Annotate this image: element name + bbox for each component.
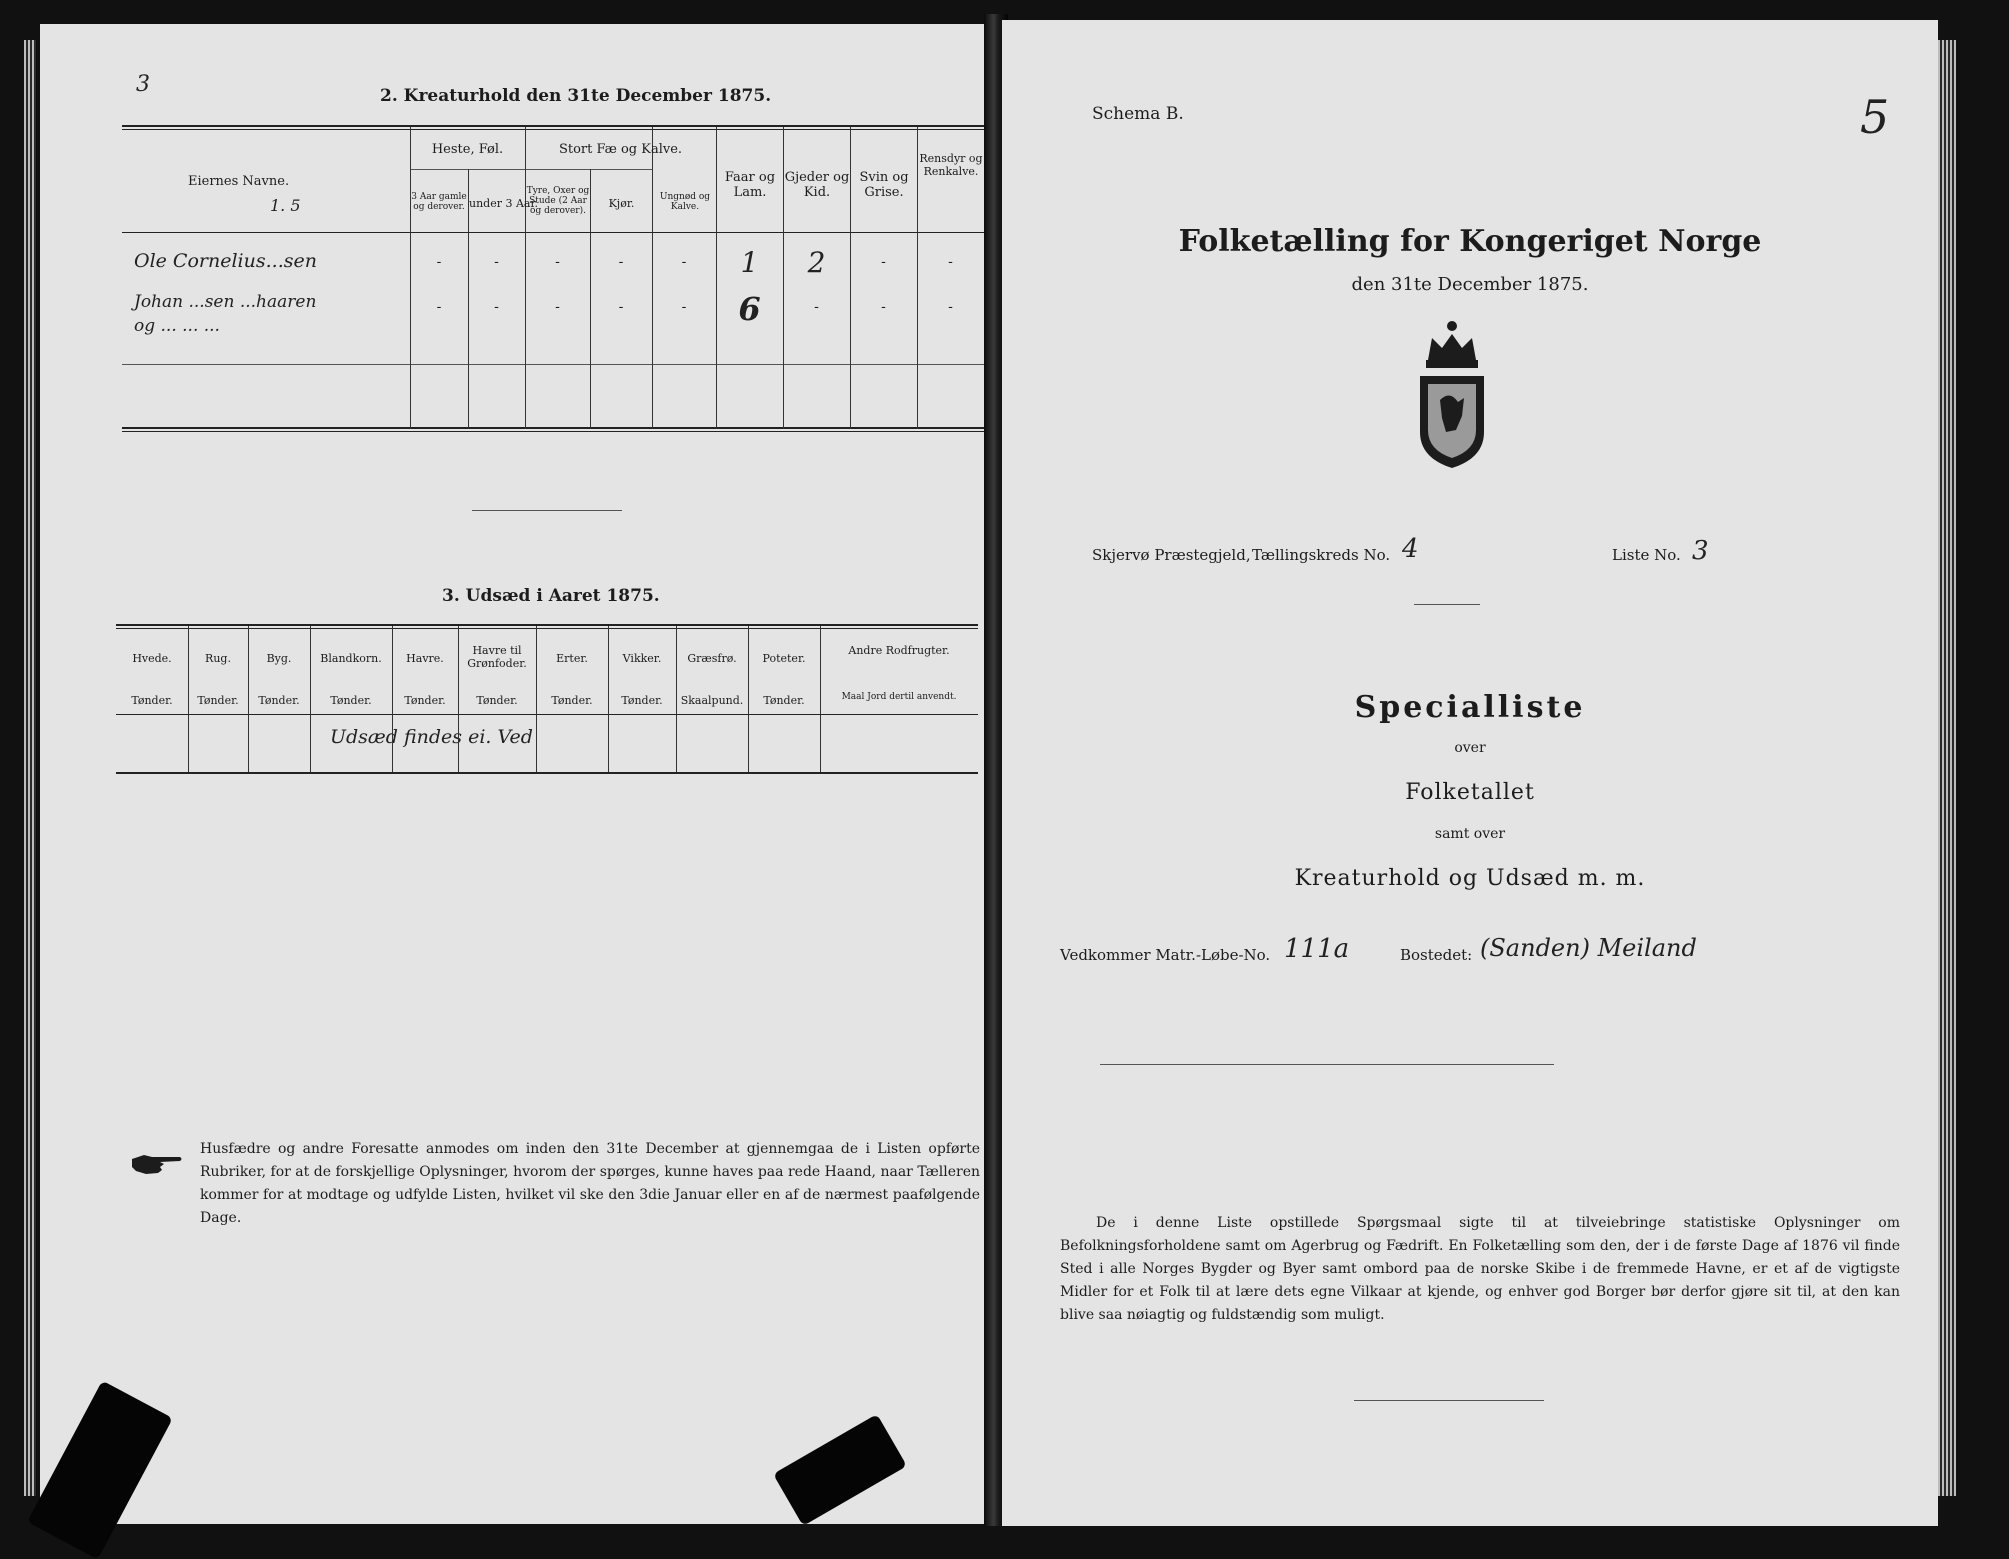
row1-name: Ole Cornelius...sen (134, 250, 317, 272)
gjeder-header: Gjeder og Kid. (784, 170, 850, 200)
stort-sub2: Kjør. (608, 197, 635, 210)
cell: - (436, 254, 442, 270)
footnote: Husfædre og andre Foresatte anmodes om inden den 31te December at gjennemgaa de i Listen opførte Rubriker, for at de forskjellige Oplysninger, hvorom der spørges, kunne haves paa rede Haand, naar Tælleren kommer for at modtage og udfylde Listen, hvilket vil ske den 3die Januar eller en af de nærmest paafølgende Dage. (200, 1141, 980, 1226)
heste-sub2: under 3 Aar. (469, 197, 539, 210)
cell: - (618, 254, 624, 270)
cell: - (494, 254, 499, 270)
stort-header: Stort Fæ og Kalve. (558, 142, 683, 157)
cell: - (948, 254, 953, 270)
over-label: over (1454, 740, 1486, 756)
kreds-label: Tællingskreds No. (1252, 546, 1391, 564)
cell: - (494, 299, 499, 315)
faar-header: Faar og Lam. (724, 170, 776, 200)
udsaed-unit: Tønder. (476, 694, 518, 707)
udsaed-header: Havre. (406, 652, 444, 665)
cell: - (618, 299, 624, 315)
cell: - (881, 299, 886, 315)
udsaed-unit: Tønder. (131, 694, 173, 707)
udsaed-unit: Tønder. (763, 694, 805, 707)
matr-no: 111a (1284, 934, 1350, 964)
udsaed-header: Blandkorn. (320, 652, 382, 665)
cell: - (681, 299, 687, 315)
udsaed-header: Vikker. (622, 652, 662, 665)
bosted-label: Bostedet: (1400, 946, 1473, 964)
main-title: Folketælling for Kongeriget Norge (1178, 224, 1762, 259)
coat-of-arms-icon (1414, 320, 1490, 470)
cell: - (555, 254, 560, 270)
heste-sub1: 3 Aar gamle og derover. (411, 192, 467, 212)
udsaed-unit: Tønder. (258, 694, 300, 707)
pointing-hand-icon (130, 1149, 184, 1179)
udsaed-unit: Maal Jord dertil anvendt. (841, 692, 957, 702)
rensdyr-header: Rensdyr og Renkalve. (919, 152, 983, 178)
owner-header: Eiernes Navne. (188, 174, 290, 189)
owner-header-mark: 1. 5 (270, 196, 301, 215)
udsaed-header: Byg. (266, 652, 292, 665)
liste-no: 3 (1692, 536, 1709, 566)
cell: - (948, 299, 953, 315)
udsaed-unit: Skaalpund. (680, 694, 744, 707)
cell: - (881, 254, 886, 270)
udsaed-unit: Tønder. (551, 694, 593, 707)
schema-label: Schema B. (1092, 104, 1184, 124)
udsaed-unit: Tønder. (197, 694, 239, 707)
cell: 6 (738, 290, 761, 328)
bosted-value: (Sanden) Meiland (1480, 934, 1697, 962)
samt-over: samt over (1434, 826, 1506, 842)
row2-name2: og ... ... ... (134, 316, 220, 336)
section3-title: 3. Udsæd i Aaret 1875. (442, 586, 660, 606)
row2-name: Johan ...sen ...haaren (134, 292, 317, 312)
kreds-no: 4 (1402, 534, 1419, 564)
udsaed-unit: Tønder. (621, 694, 663, 707)
liste-label: Liste No. (1612, 546, 1681, 564)
stort-sub3: Ungnød og Kalve. (659, 192, 711, 212)
udsaed-header: Erter. (556, 652, 588, 665)
heste-header: Heste, Føl. (431, 142, 504, 157)
cell: - (814, 299, 819, 315)
udsaed-header: Havre til Grønfoder. (467, 644, 527, 670)
udsaed-unit: Tønder. (404, 694, 446, 707)
matr-label: Vedkommer Matr.-Løbe-No. (1060, 946, 1271, 964)
page-number: 5 (1860, 90, 1890, 144)
right-page (1002, 20, 1938, 1526)
svin-header: Svin og Grise. (859, 170, 909, 200)
date-line: den 31te December 1875. (1351, 274, 1589, 295)
left-page (40, 24, 990, 1524)
udsaed-header: Rug. (205, 652, 231, 665)
cell: 1 (740, 246, 759, 279)
specialliste-title: Specialliste (1354, 690, 1586, 725)
corner-mark: 3 (136, 72, 150, 97)
kreaturhold-title: Kreaturhold og Udsæd m. m. (1294, 866, 1646, 891)
cell: - (681, 254, 687, 270)
udsaed-header: Andre Rodfrugter. (848, 644, 950, 657)
udsaed-header: Hvede. (132, 652, 172, 665)
cell: - (555, 299, 560, 315)
stort-sub1: Tyre, Oxer og Stude (2 Aar og derover). (526, 186, 590, 216)
info-paragraph: De i denne Liste opstillede Spørgsmaal sigte til at tilveiebringe statistiske Oplysninger om Befolkningsforholdene samt om Agerbrug og Fædrift. En Folketælling som den, der i de første Dage af 1876 vil finde Sted i alle Norges Bygder og Byer samt ombord paa de norske Skibe i de fremmede Havne, er et af de vigtigste Midler for et Folk til at lære dets egne Vilkaar at kjende, og enhver god Borger bør derfor gjøre sit til, at den kan blive saa nøiagtig og fuldstændig som muligt. (1060, 1215, 1900, 1323)
udsaed-header: Græsfrø. (687, 652, 737, 665)
cell: 2 (807, 246, 826, 279)
prestegjeld: Skjervø Præstegjeld, (1092, 546, 1251, 564)
udsaed-note: Udsæd findes ei. Ved (330, 726, 533, 748)
cell: - (436, 299, 442, 315)
udsaed-unit: Tønder. (330, 694, 372, 707)
section2-title: 2. Kreaturhold den 31te December 1875. (380, 86, 772, 106)
udsaed-header: Poteter. (762, 652, 806, 665)
folketallet: Folketallet (1405, 780, 1535, 805)
